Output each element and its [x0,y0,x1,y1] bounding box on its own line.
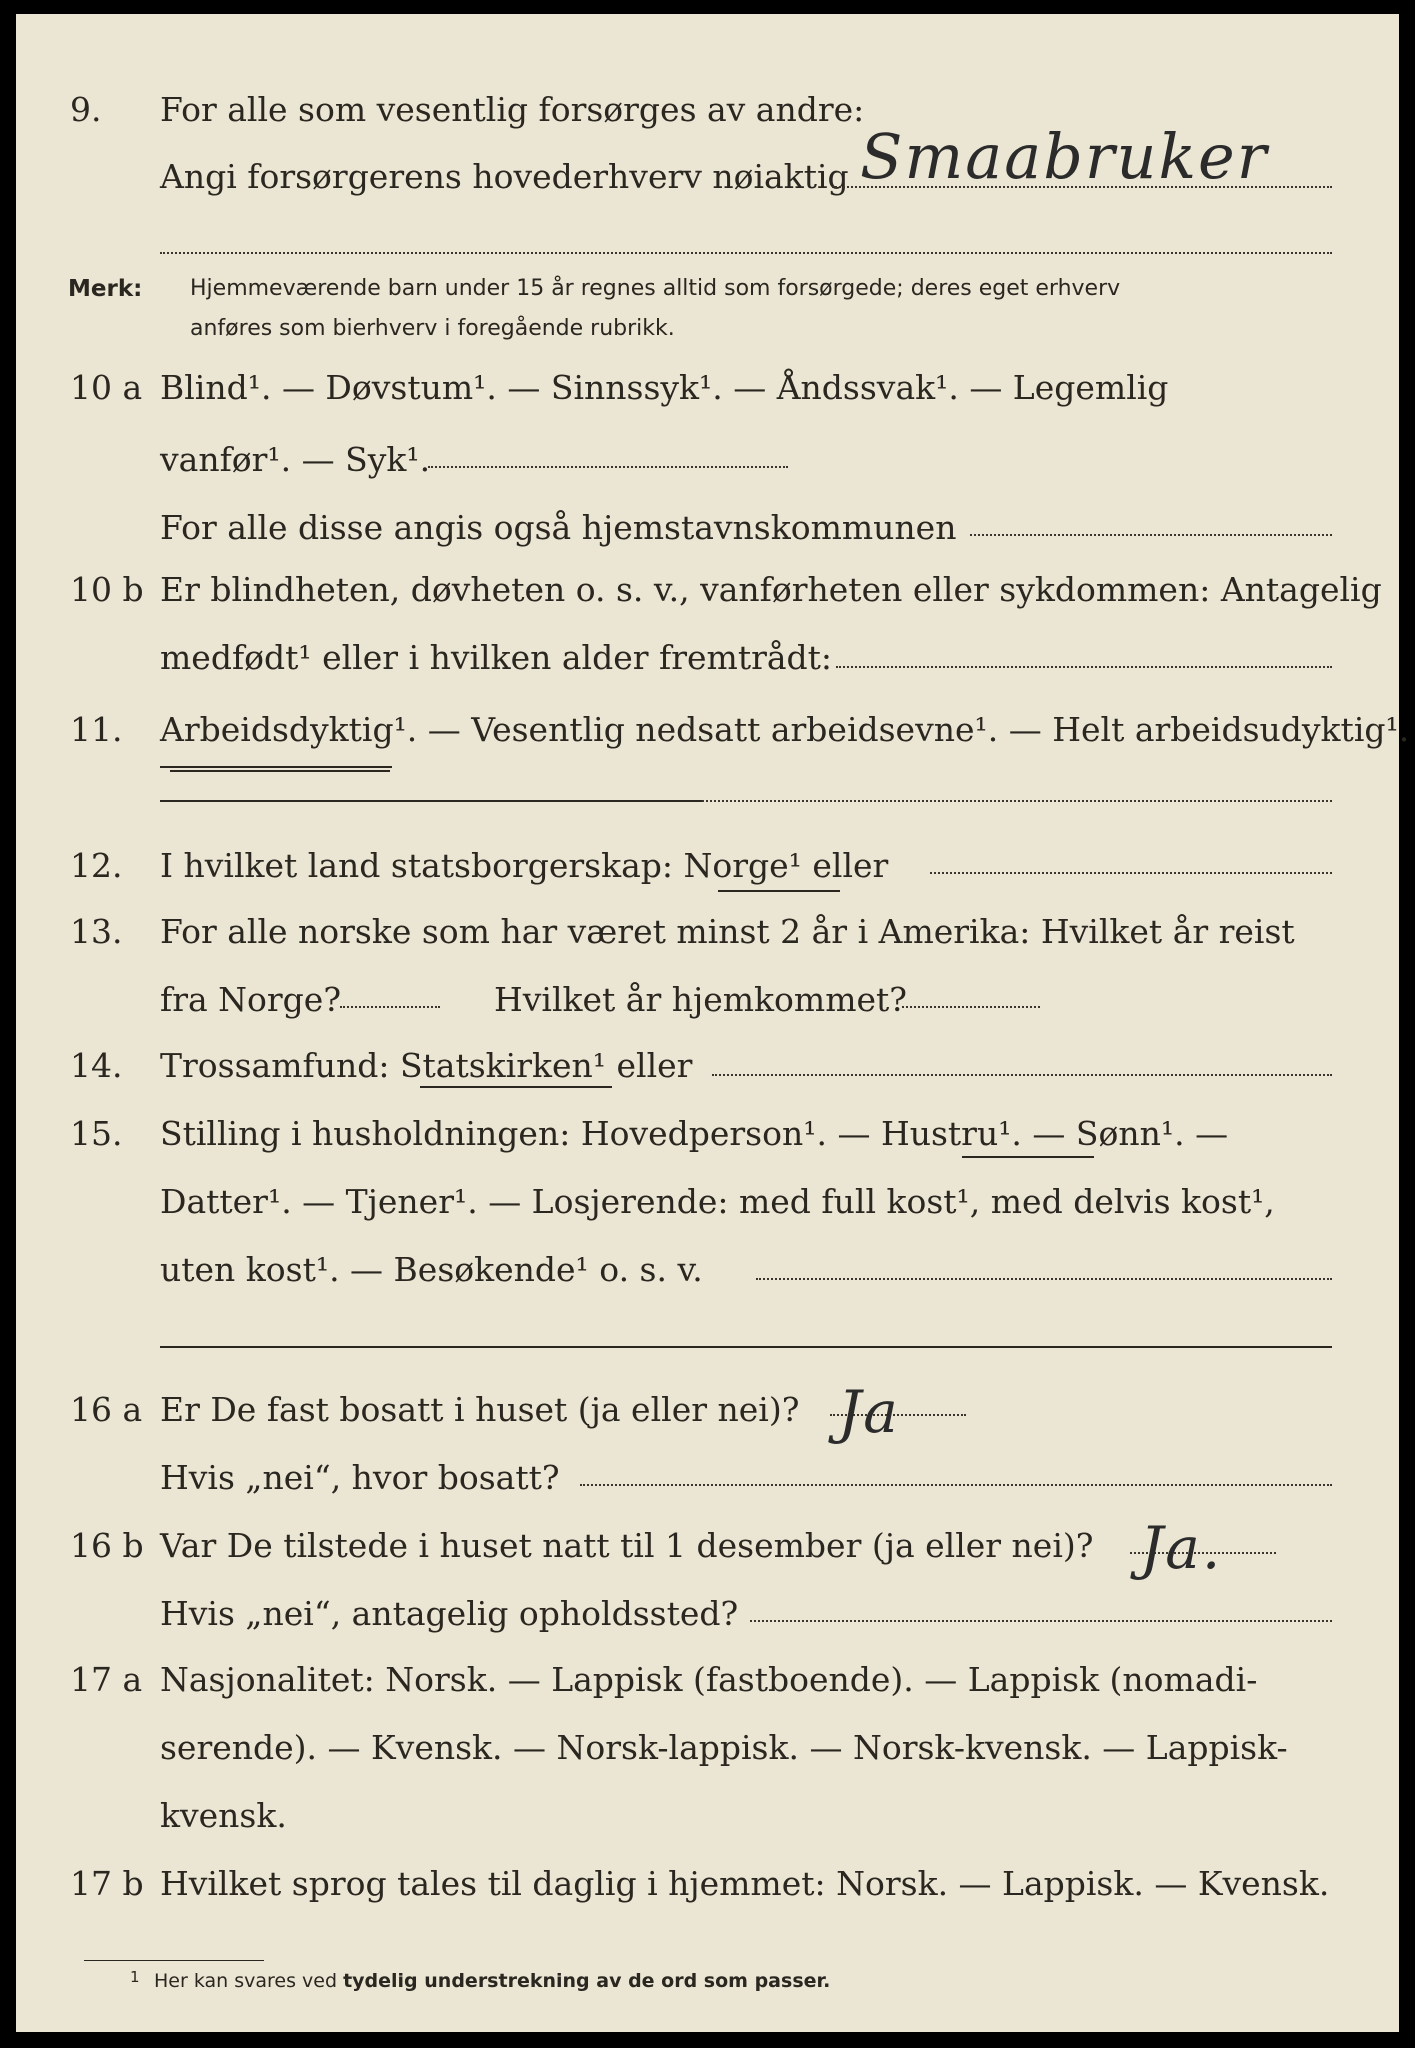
q16b-line2-field [750,1620,1332,1622]
q9-handwritten-answer: Smaabruker [860,120,1269,193]
q14-field [712,1074,1332,1076]
footnote-text-plain: Her kan svares ved [154,1970,338,1992]
q17a-number: 17 a [70,1660,143,1699]
q13-line2a: fra Norge? [160,980,342,1019]
q11-field-solid [160,800,702,802]
q11-number: 11. [70,710,123,749]
q17b-line1: Hvilket sprog tales til daglig i hjemmet: Norsk. — Lappisk. — Kvensk. [160,1864,1330,1903]
q9-line2: Angi forsørgerens hovederhverv nøiaktig [160,157,849,196]
q12-line1: I hvilket land statsborgerskap: Norge¹ eller [160,846,889,885]
q12-number: 12. [70,846,123,885]
q16a-number: 16 a [70,1390,143,1429]
q16b-line1: Var De tilstede i huset natt til 1 desember (ja eller nei)? [160,1526,1094,1565]
q10a-line3: For alle disse angis også hjemstavnskommunen [160,508,957,547]
q16a-line2-field [580,1484,1332,1486]
merk-line1: Hjemmeværende barn under 15 år regnes alltid som forsørgede; deres eget erhverv [190,276,1121,301]
q10b-line2-field [836,666,1332,668]
q11-field-dots [702,800,1332,802]
q14-number: 14. [70,1046,123,1085]
q13-hjemkommet-field [902,1006,1040,1008]
q14-statskirken-underline [420,1086,612,1088]
footnote-mark: 1 [130,1968,140,1986]
q14-line1: Trossamfund: Statskirken¹ eller [160,1046,693,1085]
q15-field [756,1278,1332,1280]
q15-number: 15. [70,1114,123,1153]
q10a-line1: Blind¹. — Døvstum¹. — Sinnssyk¹. — Åndssvak¹. — Legemlig [160,368,1169,407]
q13-line2b: Hvilket år hjemkommet? [494,980,907,1019]
q16a-line2: Hvis „nei“, hvor bosatt? [160,1458,560,1497]
q15-line3: uten kost¹. — Besøkende¹ o. s. v. [160,1250,703,1289]
q11-underline-2 [170,770,390,772]
footnote-rule [84,1960,264,1961]
q13-number: 13. [70,912,123,951]
merk-label: Merk: [68,276,143,302]
q17b-number: 17 b [70,1864,144,1903]
q11-line1: Arbeidsdyktig¹. — Vesentlig nedsatt arbeidsevne¹. — Helt arbeidsudyktig¹. [160,710,1410,749]
q10a-line2-field [428,466,788,468]
q13-reist-field [340,1006,440,1008]
q9-number: 9. [70,90,102,129]
q17a-line2: serende). — Kvensk. — Norsk-lappisk. — Norsk-kvensk. — Lappisk- [160,1728,1288,1767]
q9-extra-line [160,252,1332,254]
q16a-handwritten-answer: Ja [838,1378,900,1446]
q10b-number: 10 b [70,570,144,609]
q17a-line1: Nasjonalitet: Norsk. — Lappisk (fastboende). — Lappisk (nomadi- [160,1660,1258,1699]
footnote-text [154,1970,830,1992]
q16b-line2: Hvis „nei“, antagelig opholdssted? [160,1594,739,1633]
q9-line1: For alle som vesentlig forsørges av andre: [160,90,865,129]
q17a-line3: kvensk. [160,1796,287,1835]
q10b-line2: medfødt¹ eller i hvilken alder fremtrådt: [160,638,833,677]
q16a-line1: Er De fast bosatt i huset (ja eller nei)? [160,1390,800,1429]
q15-hustru-underline [962,1156,1094,1158]
merk-line2: anføres som bierhverv i foregående rubrikk. [190,316,675,341]
q15-line1: Stilling i husholdningen: Hovedperson¹. — Hustru¹. — Sønn¹. — [160,1114,1229,1153]
q13-line1: For alle norske som har været minst 2 år i Amerika: Hvilket år reist [160,912,1295,951]
q11-underline-1 [160,762,392,768]
q15-extra-line [160,1346,1332,1348]
q12-norge-underline [718,890,840,892]
q16b-number: 16 b [70,1526,144,1565]
q12-field [930,872,1332,874]
q10b-line1: Er blindheten, døvheten o. s. v., vanførheten eller sykdommen: Antagelig [160,570,1382,609]
q10a-number: 10 a [70,368,143,407]
q10a-line2: vanfør¹. — Syk¹. [160,440,431,479]
q16b-handwritten-answer: Ja. [1140,1514,1223,1582]
q10a-line3-field [970,534,1332,536]
footnote-text-bold: tydelig understrekning av de ord som passer. [343,1970,831,1992]
q15-line2: Datter¹. — Tjener¹. — Losjerende: med full kost¹, med delvis kost¹, [160,1182,1275,1221]
